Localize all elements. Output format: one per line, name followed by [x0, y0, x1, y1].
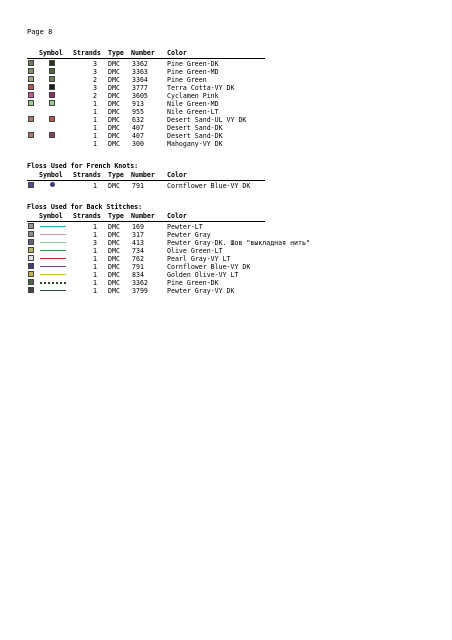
strands-value: 1 — [93, 99, 97, 108]
color-name: Olive Green-LT — [167, 246, 223, 255]
strands-value: 3 — [93, 238, 97, 247]
strands-value: 1 — [93, 123, 97, 132]
table-row — [27, 238, 310, 247]
strands-value: 1 — [93, 230, 97, 239]
color-name: Pine Green-DK — [167, 59, 219, 68]
main-floss-table — [27, 49, 267, 148]
table-row — [27, 124, 267, 132]
backstitch-line-sample — [40, 290, 66, 291]
header-symbol: Symbol — [39, 212, 63, 220]
strands-value: 1 — [93, 139, 97, 148]
strands-value: 1 — [93, 181, 97, 190]
stitch-symbol-icon — [49, 92, 55, 98]
type-value: DMC — [108, 107, 120, 116]
color-swatch — [28, 247, 34, 253]
number-value: 3777 — [132, 83, 148, 92]
color-swatch — [28, 239, 34, 245]
color-swatch — [28, 255, 34, 261]
header-type: Type — [108, 171, 124, 179]
table-row — [27, 76, 267, 84]
stitch-symbol-icon — [49, 60, 55, 66]
strands-value: 1 — [93, 107, 97, 116]
strands-value: 1 — [93, 222, 97, 231]
header-type: Type — [108, 49, 124, 57]
color-swatch — [28, 100, 34, 106]
color-name: Cornflower Blue-VY DK — [167, 262, 251, 271]
back-stitches-table — [27, 212, 310, 295]
color-name: Nile Green-MD — [167, 99, 219, 108]
table-row — [27, 287, 267, 295]
table-row — [27, 84, 267, 92]
backstitch-line-sample — [40, 274, 66, 275]
strands-value: 1 — [93, 254, 97, 263]
type-value: DMC — [108, 99, 120, 108]
table-row — [27, 271, 267, 279]
color-swatch — [28, 271, 34, 277]
backstitch-line-sample — [40, 282, 66, 284]
number-value: 913 — [132, 99, 144, 108]
color-swatch — [28, 287, 34, 293]
strands-value: 1 — [93, 262, 97, 271]
strands-value: 3 — [93, 67, 97, 76]
color-name: Pewter Gray-DK. Шов "выкладная нить" — [167, 238, 310, 247]
color-name: Pewter Gray-VY DK — [167, 286, 235, 295]
color-swatch — [28, 132, 34, 138]
backstitch-line-sample — [40, 234, 66, 235]
type-value: DMC — [108, 230, 120, 239]
header-number: Number — [131, 212, 155, 220]
french-knot-dot-icon — [50, 182, 55, 187]
french-knots-table — [27, 171, 267, 190]
color-name: Cyclamen Pink — [167, 91, 219, 100]
color-swatch — [28, 223, 34, 229]
table-row — [27, 263, 267, 271]
table-header — [27, 212, 267, 221]
table-row — [27, 255, 267, 263]
color-swatch — [28, 116, 34, 122]
page-label: Page 8 — [27, 28, 53, 36]
type-value: DMC — [108, 131, 120, 140]
type-value: DMC — [108, 270, 120, 279]
table-row — [27, 116, 267, 124]
color-name: Desert Sand-UL VY DK — [167, 115, 247, 124]
stitch-symbol-icon — [49, 68, 55, 74]
stitch-symbol-icon — [49, 132, 55, 138]
color-name: Cornflower Blue-VY DK — [167, 181, 251, 190]
number-value: 791 — [132, 181, 144, 190]
type-value: DMC — [108, 238, 120, 247]
color-name: Pine Green-DK — [167, 278, 219, 287]
number-value: 834 — [132, 270, 144, 279]
table-row — [27, 279, 267, 287]
color-swatch — [28, 263, 34, 269]
color-swatch — [28, 279, 34, 285]
backstitch-line-sample — [40, 250, 66, 251]
backstitch-line-sample — [40, 258, 66, 259]
header-symbol: Symbol — [39, 49, 63, 57]
number-value: 3363 — [132, 67, 148, 76]
stitch-symbol-icon — [49, 116, 55, 122]
header-strands: Strands — [73, 171, 101, 179]
table-row — [27, 60, 267, 68]
number-value: 955 — [132, 107, 144, 116]
header-strands: Strands — [73, 49, 101, 57]
number-value: 3799 — [132, 286, 148, 295]
table-row — [27, 108, 267, 116]
header-type: Type — [108, 212, 124, 220]
color-name: Terra Cotta-VY DK — [167, 83, 235, 92]
table-header — [27, 49, 267, 58]
table-row — [27, 247, 267, 255]
color-name: Pewter-LT — [167, 222, 203, 231]
color-name: Mahogany-VY DK — [167, 139, 223, 148]
number-value: 3362 — [132, 278, 148, 287]
color-name: Pearl Gray-VY LT — [167, 254, 231, 263]
table-row — [27, 68, 267, 76]
color-name: Desert Sand-DK — [167, 123, 223, 132]
number-value: 791 — [132, 262, 144, 271]
number-value: 3605 — [132, 91, 148, 100]
color-name: Desert Sand-DK — [167, 131, 223, 140]
back-stitches-title: Floss Used for Back Stitches: — [27, 203, 143, 211]
header-color: Color — [167, 171, 187, 179]
type-value: DMC — [108, 91, 120, 100]
type-value: DMC — [108, 262, 120, 271]
stitch-symbol-icon — [49, 76, 55, 82]
number-value: 762 — [132, 254, 144, 263]
header-strands: Strands — [73, 212, 101, 220]
strands-value: 1 — [93, 270, 97, 279]
header-color: Color — [167, 49, 187, 57]
number-value: 3364 — [132, 75, 148, 84]
header-number: Number — [131, 171, 155, 179]
type-value: DMC — [108, 278, 120, 287]
color-swatch — [28, 60, 34, 66]
type-value: DMC — [108, 67, 120, 76]
color-swatch — [28, 68, 34, 74]
color-swatch — [28, 84, 34, 90]
type-value: DMC — [108, 246, 120, 255]
strands-value: 3 — [93, 59, 97, 68]
number-value: 317 — [132, 230, 144, 239]
table-header — [27, 171, 267, 180]
backstitch-line-sample — [40, 226, 66, 227]
color-name: Golden Olive-VY LT — [167, 270, 239, 279]
number-value: 3362 — [132, 59, 148, 68]
header-color: Color — [167, 212, 187, 220]
color-name: Pine Green — [167, 75, 207, 84]
table-row — [27, 140, 267, 148]
type-value: DMC — [108, 254, 120, 263]
strands-value: 2 — [93, 91, 97, 100]
type-value: DMC — [108, 181, 120, 190]
color-name: Pewter Gray — [167, 230, 211, 239]
color-swatch — [28, 182, 34, 188]
type-value: DMC — [108, 59, 120, 68]
strands-value: 1 — [93, 131, 97, 140]
table-row — [27, 92, 267, 100]
table-row — [27, 231, 267, 239]
strands-value: 1 — [93, 246, 97, 255]
backstitch-line-sample — [40, 266, 66, 267]
type-value: DMC — [108, 123, 120, 132]
table-row — [27, 223, 267, 231]
french-knots-title: Floss Used for French Knots: — [27, 162, 139, 170]
color-swatch — [28, 231, 34, 237]
header-number: Number — [131, 49, 155, 57]
strands-value: 1 — [93, 278, 97, 287]
number-value: 413 — [132, 238, 144, 247]
type-value: DMC — [108, 139, 120, 148]
stitch-symbol-icon — [49, 84, 55, 90]
strands-value: 2 — [93, 75, 97, 84]
type-value: DMC — [108, 222, 120, 231]
number-value: 407 — [132, 123, 144, 132]
type-value: DMC — [108, 286, 120, 295]
type-value: DMC — [108, 115, 120, 124]
strands-value: 1 — [93, 115, 97, 124]
stitch-symbol-icon — [49, 100, 55, 106]
strands-value: 1 — [93, 286, 97, 295]
number-value: 407 — [132, 131, 144, 140]
color-swatch — [28, 92, 34, 98]
number-value: 632 — [132, 115, 144, 124]
backstitch-line-sample — [40, 242, 66, 243]
type-value: DMC — [108, 75, 120, 84]
header-symbol: Symbol — [39, 171, 63, 179]
color-swatch — [28, 76, 34, 82]
strands-value: 3 — [93, 83, 97, 92]
table-row — [27, 182, 267, 190]
number-value: 734 — [132, 246, 144, 255]
color-name: Pine Green-MD — [167, 67, 219, 76]
number-value: 300 — [132, 139, 144, 148]
table-row — [27, 132, 267, 140]
type-value: DMC — [108, 83, 120, 92]
table-row — [27, 100, 267, 108]
color-name: Nile Green-LT — [167, 107, 219, 116]
number-value: 169 — [132, 222, 144, 231]
